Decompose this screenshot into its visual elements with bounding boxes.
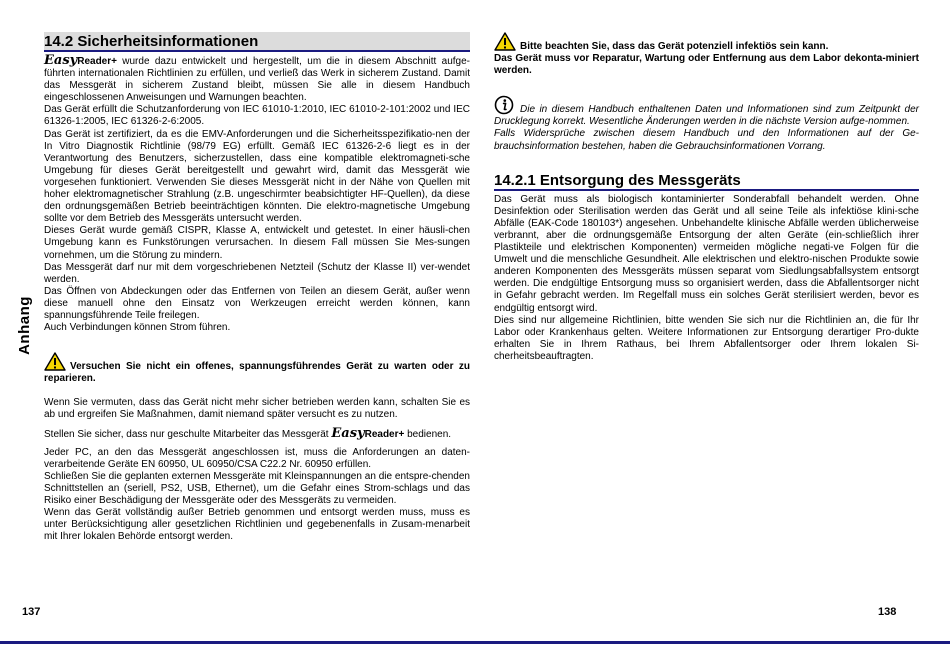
left-page (44, 32, 470, 543)
warning-triangle-icon (494, 32, 516, 51)
abdeckung-paragraph: Das Öffnen von Abdeckungen oder das Entfernen von Teilen an diesem Gerät, außer wenn diese manuell ohne den Einsatz von Werkzeugen erreicht werden können, kann spannungsführende Teile freilegen. (44, 285, 470, 321)
standards-paragraph: Das Gerät erfüllt die Schutzanforderung von IEC 61010-1:2010, IEC 61010-2-101:2002 und IEC 61326-1:2005, IEC 61326-2-6:2005. (44, 104, 470, 128)
easyreader-logo: EasyReader+ (44, 53, 117, 68)
intro-paragraph: EasyReader+ wurde dazu entwickelt und hergestellt, um die in diesem Abschnitt aufge-führten internationalen Richtlinien zu erfüllen, und verließ das Werk in sicherem Zustand. Damit das Messgerät in sicherem Zustand bleibt, müssen Sie alle in diesem Handbuch eingeschlossenen Anweisungen und Warnungen beachten. (44, 53, 470, 104)
disposal-paragraph: Das Gerät muss als biologisch kontaminierter Sonderabfall behandelt werden. Ohne Desinfektion oder Sterilisation werden das Gerät und all seine Teile als infektiöse klini-sche Abfälle (EAK-Code 180103*) angesehen. Unbehandelte klinische Abfälle werden üblicherweise verbrannt, aber die ordnungsgemäße Entsorgung der alten Geräte (ein-schließlich ihrer Plastikteile und elektrischen Komponenten) vermeiden mögliche negati-ve Folgen für die Umwelt und die menschliche Gesundheit. Alle elektrischen und elektro-nischen Produkte sowie anderen Komponenten des Messgeräts müssen separat vom Siedlungsabfallsystem entsorgt werden. Die endgültige Entsorgung muss so organisiert werden, dass die Abfallentsorger nicht in Gefahr gebracht werden. Im Regelfall muss ein solches Gerät sterilisiert werden, bevor es endgültig entsorgt wird. (494, 193, 919, 314)
warning-triangle-icon (44, 352, 66, 371)
decommission-paragraph: Wenn das Gerät vollständig außer Betrieb genommen und entsorgt werden muss, muss es unter Berücksichtigung aller gesetzlichen Richtlinien und gegebenenfalls in Zusam-menarbeit mit Ihrer lokalen Behörde entsorgt werden. (44, 507, 470, 543)
emv-paragraph: Das Gerät ist zertifiziert, da es die EMV-Anforderungen und die Sicherheitsspezifikatio-nen der In Vitro Diagnostik Richtlinie (98/79 EG) erfüllt. Gemäß IEC 61326-2-6 liegt es in der Verantwortung des Benutzers, sicherzustellen, dass eine kompatible elektromagneti-sche Umgebung für dieses Gerät bereitgestellt und gewahrt wird, damit das Messgerät wie vorgesehen funktioniert. Verwenden Sie dieses Messgerät nicht in der Nähe von Quellen mit hoher elektromagnetischer Strahlung (z.B. ungeschirmter beabsichtigter HF-Quellen), da diese den ordnungsgemäßen Betrieb beeinträchtigen könnten. Die elektro-magnetische Umgebung sollte vor dem Betrieb des Messgeräts untersucht werden. (44, 128, 470, 225)
section-heading: 14.2 Sicherheitsinformationen (44, 32, 470, 52)
disposal-heading: 14.2.1 Entsorgung des Messgeräts (494, 171, 919, 191)
infection-warning: Bitte beachten Sie, dass das Gerät potenziell infektiös sein kann. (494, 32, 919, 53)
page-number-left: 137 (22, 606, 41, 618)
sidebar-label: Anhang (15, 295, 33, 355)
info-note-precedence: Falls Widersprüche zwischen diesem Handbuch und den Informationen auf der Ge-brauchsinformation bestehen, haben die Gebrauchsinformationen Vorrang. (494, 128, 919, 152)
interfaces-paragraph: Schließen Sie die geplanten externen Messgeräte mit Kleinspannungen an die entspre-chenden Schnittstellen an (seriell, PS2, USB, Ethernet), um die Gefahr eines Strom-schlags und das Risiko einer Beschädigung der Messgeräte oder des Messgeräts zu vermeiden. (44, 470, 470, 506)
cispr-paragraph: Dieses Gerät wurde gemäß CISPR, Klasse A, entwickelt und getestet. In einer häusli-chen Umgebung kann es Funkstörungen verursachen. In diesem Fall müssen Sie Mes-sungen vornehmen, um die Störung zu mindern. (44, 225, 470, 261)
trained-staff-paragraph: Stellen Sie sicher, dass nur geschulte Mitarbeiter das Messgerät EasyReader+ bedienen. (44, 425, 452, 441)
easyreader-logo: EasyReader+ (331, 425, 405, 441)
verbindungen-paragraph: Auch Verbindungen können Strom führen. (44, 322, 231, 334)
pc-paragraph: Jeder PC, an den das Messgerät angeschlossen ist, muss die Anforderungen an daten-verarbeitende Geräte EN 60950, UL 60950/CSA C22.2 Nr. 60950 erfüllen. (44, 446, 470, 470)
guidelines-paragraph: Dies sind nur allgemeine Richtlinien, bitte wenden Sie sich nur die Richtlinien an, die für Ihr Labor oder Krankenhaus gelten. Weitere Informationen zur Entsorgung derartiger Pro-dukte erhalten Sie in Ihrem Rathaus, bei Ihrem Abfallentsorger oder Ihrem lokalen Si-cherheitsbeauftragten. (494, 314, 919, 362)
right-page (494, 32, 919, 363)
not-safe-paragraph: Wenn Sie vermuten, dass das Gerät nicht mehr sicher betrieben werden kann, schalten Sie es ab und ergreifen Sie Maßnahmen, damit niemand später versucht es zu nutzen. (44, 397, 470, 421)
netzteil-paragraph: Das Messgerät darf nur mit dem vorgeschriebenen Netzteil (Schutz der Klasse II) ver-wendet werden. (44, 261, 470, 285)
info-circle-icon (494, 95, 514, 115)
footer-rule (0, 641, 950, 644)
info-note: Die in diesem Handbuch enthaltenen Daten und Informationen sind zum Zeitpunkt der Drucklegung korrekt. Wesentliche Änderungen werden in die nächste Version aufge-nommen. (494, 95, 919, 128)
page-number-right: 138 (878, 606, 897, 618)
decontamination-warning: Das Gerät muss vor Reparatur, Wartung oder Entfernung aus dem Labor dekonta-miniert werden. (494, 53, 919, 77)
repair-warning: Versuchen Sie nicht ein offenes, spannungsführendes Gerät zu warten oder zu reparieren. (44, 352, 470, 385)
